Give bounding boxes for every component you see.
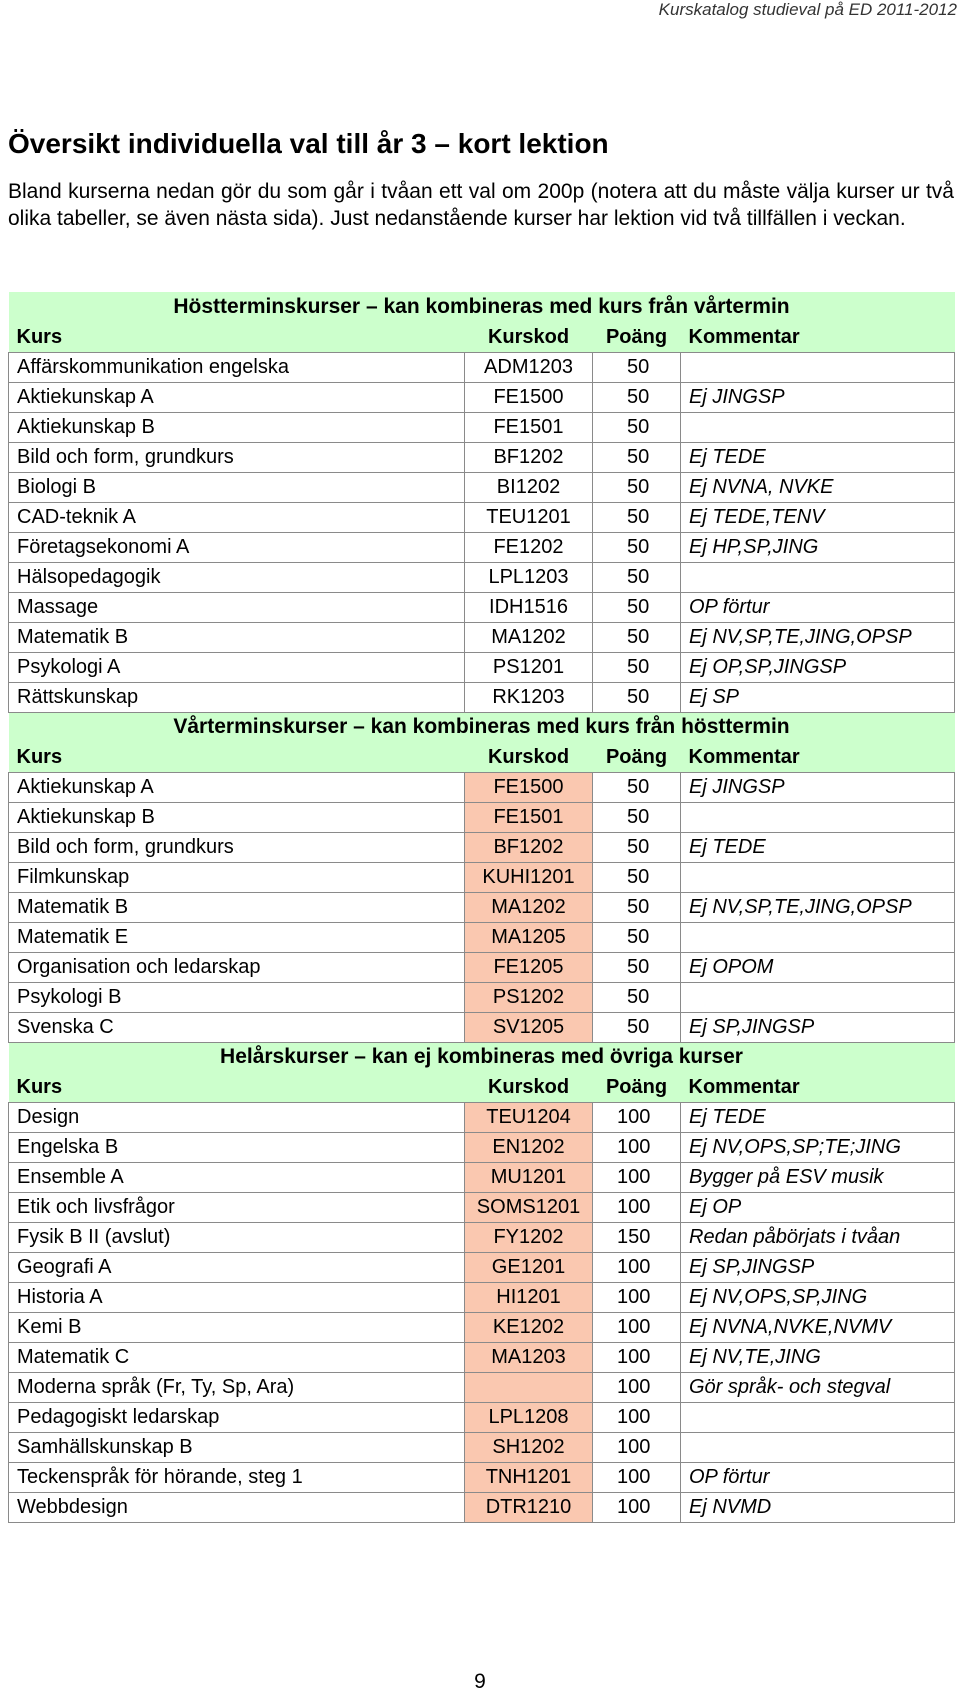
course-cell: Företagsekonomi A bbox=[9, 532, 465, 562]
code-cell: EN1202 bbox=[465, 1132, 593, 1162]
course-cell: Hälsopedagogik bbox=[9, 562, 465, 592]
course-cell: Etik och livsfrågor bbox=[9, 1192, 465, 1222]
comment-cell: Ej NVNA, NVKE bbox=[681, 472, 955, 502]
code-cell: MA1203 bbox=[465, 1342, 593, 1372]
table-row bbox=[9, 562, 955, 592]
code-cell: KE1202 bbox=[465, 1312, 593, 1342]
table-row bbox=[9, 1342, 955, 1372]
header-comment: Kommentar bbox=[681, 1072, 955, 1102]
code-cell: SOMS1201 bbox=[465, 1192, 593, 1222]
points-cell: 50 bbox=[593, 952, 681, 982]
table-row bbox=[9, 1192, 955, 1222]
comment-cell: Ej OP bbox=[681, 1192, 955, 1222]
comment-cell: Ej NV,TE,JING bbox=[681, 1342, 955, 1372]
code-cell: FE1501 bbox=[465, 412, 593, 442]
course-cell: CAD-teknik A bbox=[9, 502, 465, 532]
column-header-row bbox=[9, 322, 955, 352]
code-cell: FE1202 bbox=[465, 532, 593, 562]
section-title: Helårskurser – kan ej kombineras med övriga kurser bbox=[9, 1042, 955, 1072]
points-cell: 50 bbox=[593, 592, 681, 622]
header-course: Kurs bbox=[9, 322, 465, 352]
code-cell: MA1202 bbox=[465, 892, 593, 922]
table-row bbox=[9, 352, 955, 382]
code-cell: TNH1201 bbox=[465, 1462, 593, 1492]
table-row bbox=[9, 1222, 955, 1252]
table-row bbox=[9, 922, 955, 952]
table-row bbox=[9, 952, 955, 982]
points-cell: 100 bbox=[593, 1102, 681, 1132]
comment-cell: Ej OPOM bbox=[681, 952, 955, 982]
code-cell: FE1501 bbox=[465, 802, 593, 832]
code-cell: PS1201 bbox=[465, 652, 593, 682]
comment-cell: OP förtur bbox=[681, 592, 955, 622]
code-cell: PS1202 bbox=[465, 982, 593, 1012]
table-row bbox=[9, 802, 955, 832]
points-cell: 50 bbox=[593, 382, 681, 412]
points-cell: 100 bbox=[593, 1312, 681, 1342]
section-title-row bbox=[9, 1042, 955, 1072]
header-comment: Kommentar bbox=[681, 742, 955, 772]
points-cell: 100 bbox=[593, 1132, 681, 1162]
code-cell: SH1202 bbox=[465, 1432, 593, 1462]
code-cell: MA1205 bbox=[465, 922, 593, 952]
points-cell: 50 bbox=[593, 412, 681, 442]
table-row bbox=[9, 682, 955, 712]
section-title-row bbox=[9, 292, 955, 322]
comment-cell: Ej NV,OPS,SP,JING bbox=[681, 1282, 955, 1312]
course-cell: Historia A bbox=[9, 1282, 465, 1312]
header-code: Kurskod bbox=[465, 322, 593, 352]
code-cell: FY1202 bbox=[465, 1222, 593, 1252]
comment-cell: Ej SP,JINGSP bbox=[681, 1252, 955, 1282]
code-cell: MA1202 bbox=[465, 622, 593, 652]
section-title: Vårterminskurser – kan kombineras med kurs från hösttermin bbox=[9, 712, 955, 742]
header-points: Poäng bbox=[593, 1072, 681, 1102]
points-cell: 50 bbox=[593, 832, 681, 862]
points-cell: 100 bbox=[593, 1492, 681, 1522]
course-cell: Svenska C bbox=[9, 1012, 465, 1042]
code-cell: GE1201 bbox=[465, 1252, 593, 1282]
course-cell: Pedagogiskt ledarskap bbox=[9, 1402, 465, 1432]
comment-cell: OP förtur bbox=[681, 1462, 955, 1492]
header-points: Poäng bbox=[593, 742, 681, 772]
course-cell: Webbdesign bbox=[9, 1492, 465, 1522]
points-cell: 100 bbox=[593, 1342, 681, 1372]
code-cell: BF1202 bbox=[465, 832, 593, 862]
comment-cell: Ej SP,JINGSP bbox=[681, 1012, 955, 1042]
page-heading: Översikt individuella val till år 3 – kort lektion bbox=[8, 128, 609, 159]
points-cell: 100 bbox=[593, 1372, 681, 1402]
table-row bbox=[9, 382, 955, 412]
course-cell: Fysik B II (avslut) bbox=[9, 1222, 465, 1252]
points-cell: 50 bbox=[593, 802, 681, 832]
points-cell: 50 bbox=[593, 892, 681, 922]
course-cell: Bild och form, grundkurs bbox=[9, 832, 465, 862]
code-cell: SV1205 bbox=[465, 1012, 593, 1042]
table-row bbox=[9, 1012, 955, 1042]
table-row bbox=[9, 1162, 955, 1192]
code-cell: IDH1516 bbox=[465, 592, 593, 622]
table-row bbox=[9, 1252, 955, 1282]
points-cell: 50 bbox=[593, 472, 681, 502]
course-cell: Matematik C bbox=[9, 1342, 465, 1372]
course-cell: Filmkunskap bbox=[9, 862, 465, 892]
points-cell: 100 bbox=[593, 1402, 681, 1432]
comment-cell: Ej TEDE bbox=[681, 832, 955, 862]
course-cell: Matematik B bbox=[9, 622, 465, 652]
table-row bbox=[9, 622, 955, 652]
comment-cell: Ej NVNA,NVKE,NVMV bbox=[681, 1312, 955, 1342]
table-row bbox=[9, 1132, 955, 1162]
comment-cell: Bygger på ESV musik bbox=[681, 1162, 955, 1192]
code-cell: BF1202 bbox=[465, 442, 593, 472]
points-cell: 50 bbox=[593, 562, 681, 592]
course-cell: Aktiekunskap B bbox=[9, 802, 465, 832]
course-cell: Aktiekunskap A bbox=[9, 772, 465, 802]
points-cell: 100 bbox=[593, 1462, 681, 1492]
points-cell: 50 bbox=[593, 682, 681, 712]
table-row bbox=[9, 412, 955, 442]
code-cell: TEU1201 bbox=[465, 502, 593, 532]
comment-cell bbox=[681, 1432, 955, 1462]
running-header: Kurskatalog studieval på ED 2011-2012 bbox=[658, 0, 957, 19]
points-cell: 50 bbox=[593, 922, 681, 952]
course-cell: Psykologi A bbox=[9, 652, 465, 682]
table-row bbox=[9, 1402, 955, 1432]
table-row bbox=[9, 982, 955, 1012]
table-row bbox=[9, 532, 955, 562]
course-cell: Bild och form, grundkurs bbox=[9, 442, 465, 472]
column-header-row bbox=[9, 1072, 955, 1102]
points-cell: 50 bbox=[593, 652, 681, 682]
table-row bbox=[9, 892, 955, 922]
code-cell: LPL1208 bbox=[465, 1402, 593, 1432]
points-cell: 100 bbox=[593, 1432, 681, 1462]
page-number: 9 bbox=[474, 1670, 486, 1693]
comment-cell: Redan påbörjats i tvåan bbox=[681, 1222, 955, 1252]
comment-cell: Ej HP,SP,JING bbox=[681, 532, 955, 562]
header-course: Kurs bbox=[9, 1072, 465, 1102]
code-cell: MU1201 bbox=[465, 1162, 593, 1192]
course-cell: Teckenspråk för hörande, steg 1 bbox=[9, 1462, 465, 1492]
header-comment: Kommentar bbox=[681, 322, 955, 352]
header-course: Kurs bbox=[9, 742, 465, 772]
table-row bbox=[9, 1312, 955, 1342]
points-cell: 100 bbox=[593, 1162, 681, 1192]
course-cell: Matematik E bbox=[9, 922, 465, 952]
code-cell: TEU1204 bbox=[465, 1102, 593, 1132]
comment-cell: Ej NV,SP,TE,JING,OPSP bbox=[681, 892, 955, 922]
code-cell: LPL1203 bbox=[465, 562, 593, 592]
code-cell: FE1500 bbox=[465, 382, 593, 412]
header-code: Kurskod bbox=[465, 742, 593, 772]
course-cell: Aktiekunskap B bbox=[9, 412, 465, 442]
table-row bbox=[9, 772, 955, 802]
table-row bbox=[9, 502, 955, 532]
table-row bbox=[9, 442, 955, 472]
points-cell: 50 bbox=[593, 622, 681, 652]
code-cell: KUHI1201 bbox=[465, 862, 593, 892]
comment-cell bbox=[681, 562, 955, 592]
code-cell: HI1201 bbox=[465, 1282, 593, 1312]
points-cell: 100 bbox=[593, 1192, 681, 1222]
points-cell: 50 bbox=[593, 772, 681, 802]
comment-cell: Ej SP bbox=[681, 682, 955, 712]
code-cell: RK1203 bbox=[465, 682, 593, 712]
comment-cell: Ej JINGSP bbox=[681, 772, 955, 802]
comment-cell bbox=[681, 1402, 955, 1432]
course-cell: Psykologi B bbox=[9, 982, 465, 1012]
course-cell: Samhällskunskap B bbox=[9, 1432, 465, 1462]
course-cell: Geografi A bbox=[9, 1252, 465, 1282]
comment-cell: Ej OP,SP,JINGSP bbox=[681, 652, 955, 682]
points-cell: 150 bbox=[593, 1222, 681, 1252]
course-cell: Biologi B bbox=[9, 472, 465, 502]
table-row bbox=[9, 1282, 955, 1312]
course-cell: Design bbox=[9, 1102, 465, 1132]
section-title: Höstterminskurser – kan kombineras med kurs från vårtermin bbox=[9, 292, 955, 322]
comment-cell: Ej TEDE,TENV bbox=[681, 502, 955, 532]
course-cell: Rättskunskap bbox=[9, 682, 465, 712]
course-table bbox=[8, 292, 955, 1523]
course-cell: Matematik B bbox=[9, 892, 465, 922]
table-row bbox=[9, 862, 955, 892]
column-header-row bbox=[9, 742, 955, 772]
comment-cell: Ej NV,OPS,SP;TE;JING bbox=[681, 1132, 955, 1162]
code-cell bbox=[465, 1372, 593, 1402]
comment-cell bbox=[681, 922, 955, 952]
points-cell: 50 bbox=[593, 982, 681, 1012]
points-cell: 50 bbox=[593, 862, 681, 892]
header-code: Kurskod bbox=[465, 1072, 593, 1102]
points-cell: 100 bbox=[593, 1252, 681, 1282]
comment-cell bbox=[681, 982, 955, 1012]
points-cell: 50 bbox=[593, 352, 681, 382]
code-cell: FE1500 bbox=[465, 772, 593, 802]
table-row bbox=[9, 832, 955, 862]
course-cell: Affärskommunikation engelska bbox=[9, 352, 465, 382]
course-cell: Kemi B bbox=[9, 1312, 465, 1342]
course-cell: Engelska B bbox=[9, 1132, 465, 1162]
comment-cell: Ej TEDE bbox=[681, 1102, 955, 1132]
table-row bbox=[9, 1492, 955, 1522]
comment-cell: Gör språk- och stegval bbox=[681, 1372, 955, 1402]
course-table-container bbox=[8, 292, 954, 1523]
points-cell: 50 bbox=[593, 1012, 681, 1042]
comment-cell bbox=[681, 412, 955, 442]
points-cell: 100 bbox=[593, 1282, 681, 1312]
comment-cell: Ej NVMD bbox=[681, 1492, 955, 1522]
code-cell: DTR1210 bbox=[465, 1492, 593, 1522]
comment-cell bbox=[681, 862, 955, 892]
code-cell: FE1205 bbox=[465, 952, 593, 982]
code-cell: ADM1203 bbox=[465, 352, 593, 382]
course-cell: Organisation och ledarskap bbox=[9, 952, 465, 982]
table-row bbox=[9, 592, 955, 622]
comment-cell: Ej JINGSP bbox=[681, 382, 955, 412]
code-cell: BI1202 bbox=[465, 472, 593, 502]
table-row bbox=[9, 1432, 955, 1462]
table-row bbox=[9, 652, 955, 682]
points-cell: 50 bbox=[593, 502, 681, 532]
course-cell: Massage bbox=[9, 592, 465, 622]
table-row bbox=[9, 1102, 955, 1132]
table-row bbox=[9, 1372, 955, 1402]
table-row bbox=[9, 1462, 955, 1492]
header-points: Poäng bbox=[593, 322, 681, 352]
comment-cell bbox=[681, 802, 955, 832]
course-cell: Moderna språk (Fr, Ty, Sp, Ara) bbox=[9, 1372, 465, 1402]
course-cell: Ensemble A bbox=[9, 1162, 465, 1192]
table-row bbox=[9, 472, 955, 502]
points-cell: 50 bbox=[593, 442, 681, 472]
comment-cell: Ej TEDE bbox=[681, 442, 955, 472]
comment-cell: Ej NV,SP,TE,JING,OPSP bbox=[681, 622, 955, 652]
section-title-row bbox=[9, 712, 955, 742]
course-cell: Aktiekunskap A bbox=[9, 382, 465, 412]
intro-paragraph: Bland kurserna nedan gör du som går i tvåan ett val om 200p (notera att du måste välja kurser ur två olika tabeller, se även nästa sida). Just nedanstående kurser har lektion vid två tillfällen i veckan. bbox=[8, 180, 954, 230]
comment-cell bbox=[681, 352, 955, 382]
points-cell: 50 bbox=[593, 532, 681, 562]
